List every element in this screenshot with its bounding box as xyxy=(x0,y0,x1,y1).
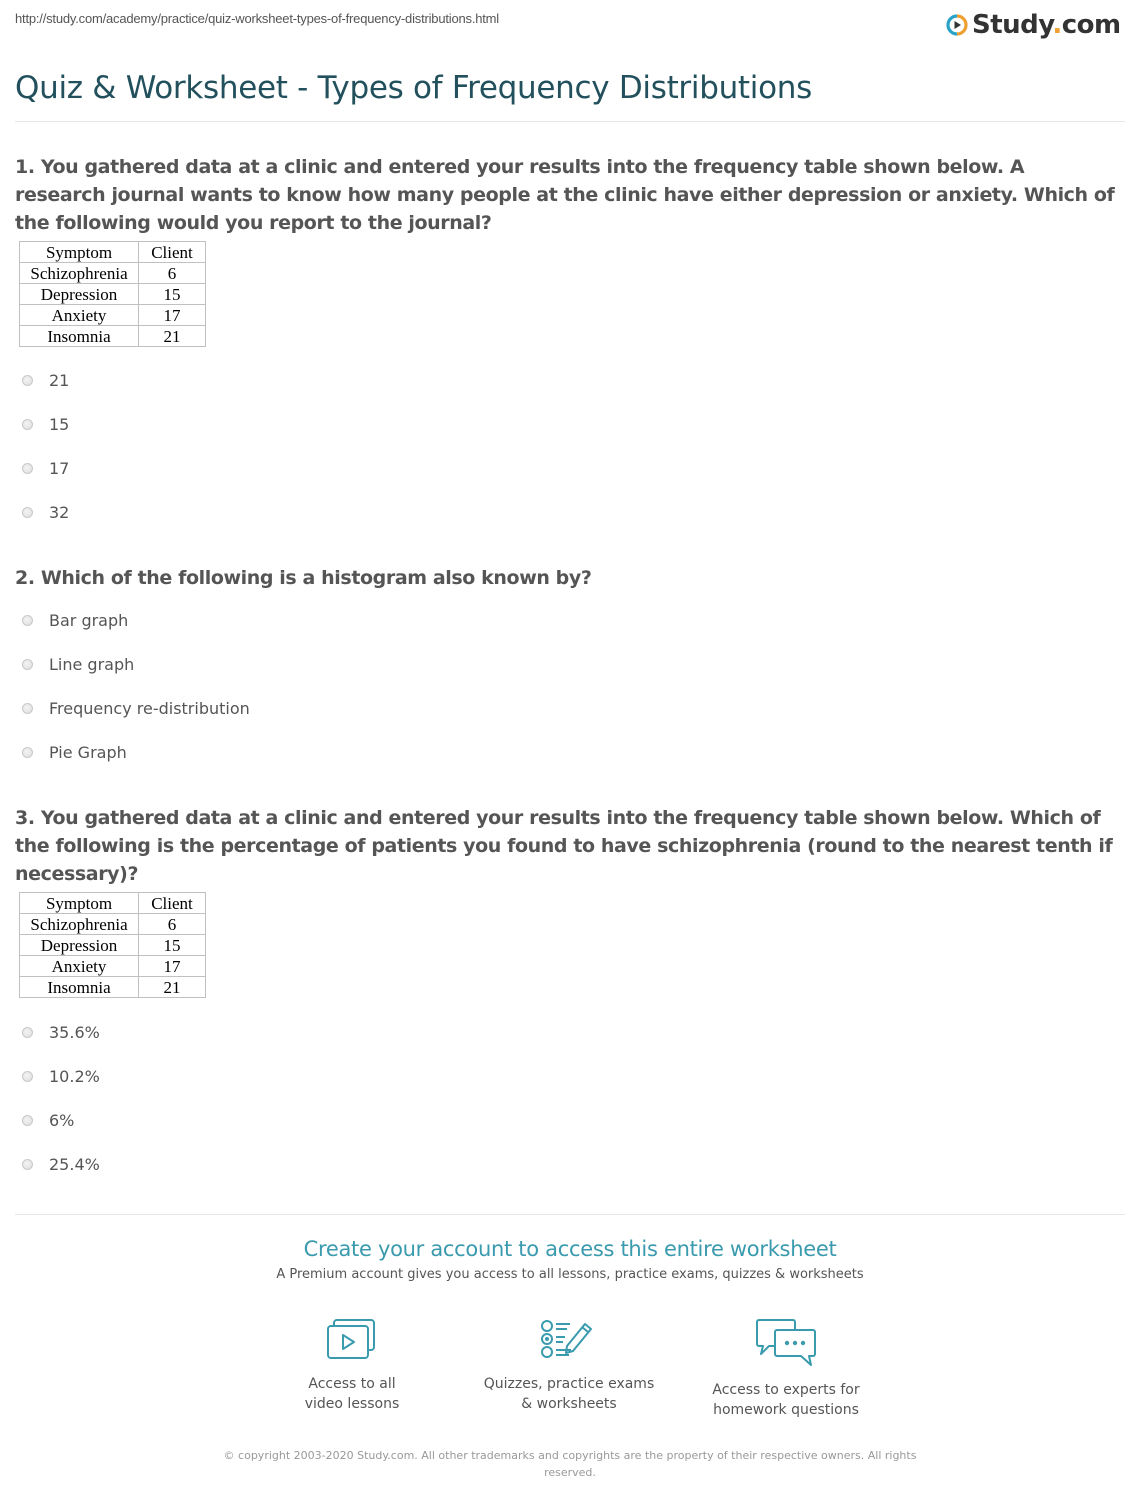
table-header-row xyxy=(20,893,206,914)
chat-bubbles-icon xyxy=(755,1318,817,1368)
table-cell: Anxiety xyxy=(20,305,139,326)
table-cell: 21 xyxy=(139,326,206,347)
table-cell: Schizophrenia xyxy=(20,914,139,935)
table-cell: 17 xyxy=(139,956,206,977)
question-1-frequency-table xyxy=(19,241,206,347)
radio-button[interactable] xyxy=(22,1115,33,1126)
table-header-row xyxy=(20,242,206,263)
question-1-options xyxy=(22,358,69,534)
answer-option[interactable] xyxy=(22,1010,100,1054)
table-header: Symptom xyxy=(20,893,139,914)
feature-label: Access to experts for homework questions xyxy=(712,1382,860,1418)
radio-button[interactable] xyxy=(22,463,33,474)
table-header: Client xyxy=(139,242,206,263)
table-header: Symptom xyxy=(20,242,139,263)
table-cell: 17 xyxy=(139,305,206,326)
radio-button[interactable] xyxy=(22,375,33,386)
table-row xyxy=(20,956,206,977)
question-1-text: 1. You gathered data at a clinic and entered your results into the frequency table shown below. A research journal wants to know how many people at the clinic have either depression or anxiety. Which of the following would you report to the journal? xyxy=(15,156,1115,234)
table-cell: Depression xyxy=(20,284,139,305)
cta-divider xyxy=(15,1214,1125,1215)
table-row xyxy=(20,935,206,956)
table-cell: 6 xyxy=(139,914,206,935)
table-cell: Insomnia xyxy=(20,977,139,998)
radio-button[interactable] xyxy=(22,1159,33,1170)
answer-option[interactable] xyxy=(22,1098,100,1142)
feature-video-lessons xyxy=(252,1318,452,1414)
table-cell: 15 xyxy=(139,935,206,956)
video-lessons-icon xyxy=(326,1318,378,1362)
question-3-options xyxy=(22,1010,100,1186)
answer-option[interactable] xyxy=(22,358,69,402)
radio-button[interactable] xyxy=(22,703,33,714)
option-label: 35.6% xyxy=(49,1022,100,1042)
table-cell: Anxiety xyxy=(20,956,139,977)
answer-option[interactable] xyxy=(22,686,250,730)
answer-option[interactable] xyxy=(22,490,69,534)
table-cell: Insomnia xyxy=(20,326,139,347)
study-logo[interactable] xyxy=(946,10,1121,40)
radio-button[interactable] xyxy=(22,507,33,518)
table-row xyxy=(20,914,206,935)
table-cell: 21 xyxy=(139,977,206,998)
feature-label: Access to all video lessons xyxy=(304,1376,400,1412)
answer-option[interactable] xyxy=(22,402,69,446)
radio-button[interactable] xyxy=(22,1027,33,1038)
radio-button[interactable] xyxy=(22,615,33,626)
table-row xyxy=(20,284,206,305)
option-label: 17 xyxy=(49,458,70,478)
radio-button[interactable] xyxy=(22,419,33,430)
option-label: 25.4% xyxy=(49,1154,100,1174)
question-2-options xyxy=(22,598,250,774)
option-label: Line graph xyxy=(49,654,135,674)
quiz-checklist-icon xyxy=(539,1318,599,1362)
table-row xyxy=(20,326,206,347)
table-row xyxy=(20,263,206,284)
table-cell: Depression xyxy=(20,935,139,956)
answer-option[interactable] xyxy=(22,446,69,490)
radio-button[interactable] xyxy=(22,747,33,758)
create-account-link[interactable]: Create your account to access this entire worksheet xyxy=(303,1237,837,1261)
option-label: Frequency re-distribution xyxy=(49,698,250,718)
copyright-footer: © copyright 2003-2020 Study.com. All other trademarks and copyrights are the property of their respective owners. All rights reserved. xyxy=(223,1449,917,1479)
cta-subtitle: A Premium account gives you access to all lessons, practice exams, quizzes & worksheets xyxy=(276,1267,864,1282)
page-title: Quiz & Worksheet - Types of Frequency Distributions xyxy=(15,70,812,106)
option-label: 6% xyxy=(49,1110,75,1130)
answer-option[interactable] xyxy=(22,730,250,774)
table-cell: 6 xyxy=(139,263,206,284)
answer-option[interactable] xyxy=(22,1142,100,1186)
feature-quizzes xyxy=(469,1318,669,1414)
option-label: 21 xyxy=(49,370,70,390)
option-label: 10.2% xyxy=(49,1066,100,1086)
table-header: Client xyxy=(139,893,206,914)
table-row xyxy=(20,305,206,326)
table-cell: Schizophrenia xyxy=(20,263,139,284)
table-cell: 15 xyxy=(139,284,206,305)
question-2-text: 2. Which of the following is a histogram also known by? xyxy=(15,567,592,589)
radio-button[interactable] xyxy=(22,1071,33,1082)
answer-option[interactable] xyxy=(22,598,250,642)
question-3-text: 3. You gathered data at a clinic and entered your results into the frequency table shown below. Which of the following is the percentage of patients you found to have schizophrenia (round to the nearest tenth if necessary)? xyxy=(15,807,1113,885)
option-label: Bar graph xyxy=(49,610,129,630)
play-circle-logo-icon xyxy=(946,14,968,36)
answer-option[interactable] xyxy=(22,642,250,686)
feature-experts xyxy=(686,1318,886,1420)
table-row xyxy=(20,977,206,998)
option-label: Pie Graph xyxy=(49,742,127,762)
feature-label: Quizzes, practice exams & worksheets xyxy=(483,1376,655,1412)
radio-button[interactable] xyxy=(22,659,33,670)
question-3-frequency-table xyxy=(19,892,206,998)
option-label: 15 xyxy=(49,414,70,434)
logo-text: Study.com xyxy=(972,10,1121,40)
title-divider xyxy=(15,121,1125,122)
option-label: 32 xyxy=(49,502,70,522)
page-url: http://study.com/academy/practice/quiz-worksheet-types-of-frequency-distributions.html xyxy=(15,11,499,26)
answer-option[interactable] xyxy=(22,1054,100,1098)
